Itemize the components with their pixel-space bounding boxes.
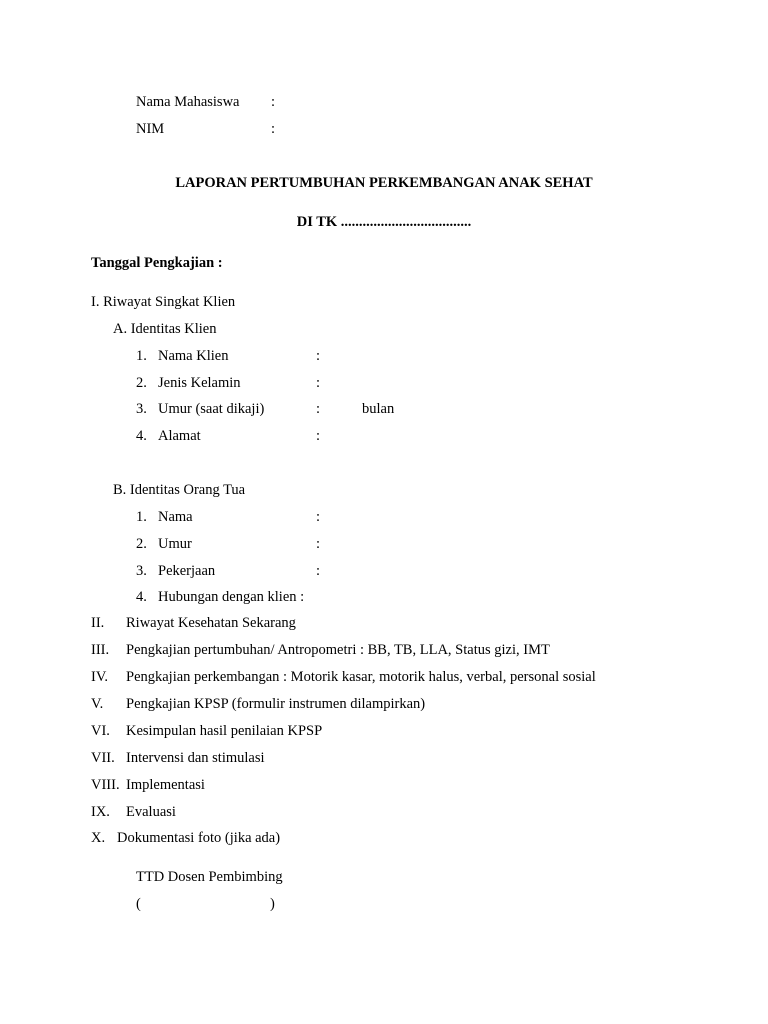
report-subtitle: DI TK .................................... — [296, 214, 472, 230]
section-text: Intervensi dan stimulasi — [126, 750, 265, 766]
pekerjaan-colon: : — [316, 563, 321, 579]
jenis-kelamin-label: Jenis Kelamin — [158, 375, 241, 391]
section-number: IX. — [91, 804, 110, 820]
section-number: VIII. — [91, 777, 120, 793]
section-text: Dokumentasi foto (jika ada) — [117, 830, 281, 846]
alamat-label: Alamat — [158, 428, 201, 444]
list-item-number: 4. — [136, 589, 147, 605]
list-item-number: 2. — [136, 375, 147, 391]
signature-close-paren: ) — [270, 896, 275, 912]
list-item-number: 1. — [136, 348, 147, 364]
section-number: III. — [91, 642, 110, 658]
list-item-number: 4. — [136, 428, 147, 444]
section-1-heading: I. Riwayat Singkat Klien — [91, 294, 236, 310]
signature-open-paren: ( — [136, 896, 141, 912]
nama-ortu-colon: : — [316, 509, 321, 525]
nama-mahasiswa-label: Nama Mahasiswa — [136, 94, 240, 110]
umur-colon: : — [316, 401, 321, 417]
section-text: Pengkajian KPSP (formulir instrumen dilampirkan) — [126, 696, 426, 712]
signature-label: TTD Dosen Pembimbing — [136, 869, 283, 885]
section-text: Pengkajian perkembangan : Motorik kasar, motorik halus, verbal, personal sosial — [126, 669, 596, 685]
section-number: V. — [91, 696, 104, 712]
list-item-number: 3. — [136, 401, 147, 417]
nama-ortu-label: Nama — [158, 509, 193, 525]
report-title: LAPORAN PERTUMBUHAN PERKEMBANGAN ANAK SEHAT — [175, 175, 593, 191]
section-number: IV. — [91, 669, 109, 685]
pekerjaan-label: Pekerjaan — [158, 563, 216, 579]
nama-klien-colon: : — [316, 348, 321, 364]
subsection-a-heading: A. Identitas Klien — [113, 321, 217, 337]
jenis-kelamin-colon: : — [316, 375, 321, 391]
list-item-number: 1. — [136, 509, 147, 525]
section-text: Implementasi — [126, 777, 205, 793]
list-item-number: 3. — [136, 563, 147, 579]
hubungan-label: Hubungan dengan klien : — [158, 589, 305, 605]
umur-label: Umur (saat dikaji) — [158, 401, 265, 417]
section-number: VII. — [91, 750, 115, 766]
umur-unit: bulan — [362, 401, 395, 417]
section-text: Riwayat Kesehatan Sekarang — [126, 615, 296, 631]
section-text: Pengkajian pertumbuhan/ Antropometri : BB, TB, LLA, Status gizi, IMT — [126, 642, 550, 658]
list-item-number: 2. — [136, 536, 147, 552]
section-number: VI. — [91, 723, 110, 739]
umur-ortu-label: Umur — [158, 536, 192, 552]
section-text: Evaluasi — [126, 804, 176, 820]
section-number: II. — [91, 615, 105, 631]
subsection-b-heading: B. Identitas Orang Tua — [113, 482, 246, 498]
umur-ortu-colon: : — [316, 536, 321, 552]
tanggal-pengkajian: Tanggal Pengkajian : — [91, 255, 223, 271]
section-text: Kesimpulan hasil penilaian KPSP — [126, 723, 323, 739]
nama-klien-label: Nama Klien — [158, 348, 229, 364]
alamat-colon: : — [316, 428, 321, 444]
nim-colon: : — [271, 121, 276, 137]
nim-label: NIM — [136, 121, 165, 137]
section-number: X. — [91, 830, 106, 846]
nama-mahasiswa-colon: : — [271, 94, 276, 110]
